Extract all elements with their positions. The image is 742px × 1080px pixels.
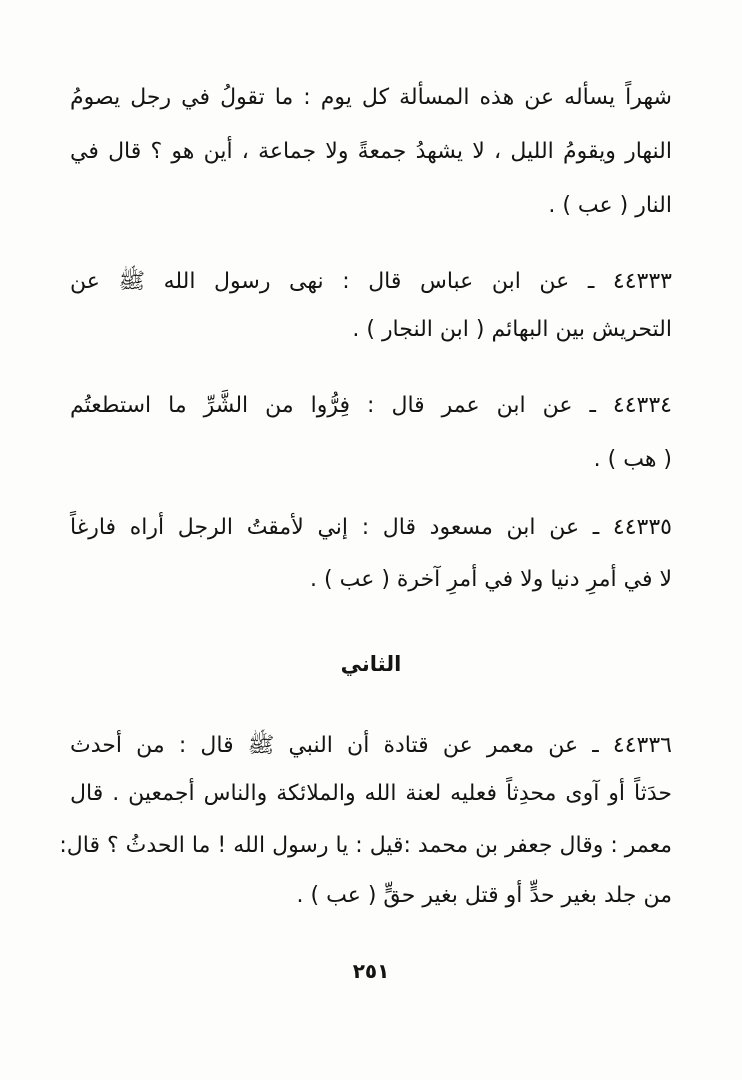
text-line: النهار ويقومُ الليل ، لا يشهدُ جمعةً ولا جماعة ، أين هو ؟ قال في	[70, 139, 672, 164]
text-line: التحريش بين البهائم ( ابن النجار ) .	[352, 317, 672, 342]
text-line: النار ( عب ) .	[548, 193, 672, 218]
text-line: من جلد بغير حدٍّ أو قتل بغير حقٍّ ( عب ) .	[296, 883, 672, 908]
text-line: لا في أمرِ دنيا ولا في أمرِ آخرة ( عب ) .	[310, 567, 672, 592]
hadith-first-line: ٤٤٣٣٥ ـ عن ابن مسعود قال : إني لأمقتُ الرجل أراه فارغاً	[70, 515, 672, 540]
text-line: شهراً يسأله عن هذه المسألة كل يوم : ما تقولُ في رجل يصومُ	[70, 85, 672, 110]
text-line: معمر : وقال جعفر بن محمد :قيل : يا رسول الله ! ما الحدثُ ؟ قال:	[59, 833, 672, 858]
text-line: ( هب ) .	[593, 447, 672, 472]
hadith-first-line: ٤٤٣٣٦ ـ عن معمر عن قتادة أن النبي ﷺ قال : من أحدث	[70, 733, 672, 758]
hadith-first-line: ٤٤٣٣٣ ـ عن ابن عباس قال : نهى رسول الله ﷺ عن	[70, 269, 672, 294]
text-line: حدَثاً أو آوى محدِثاً فعليه لعنة الله والملائكة والناس أجمعين . قال	[70, 781, 672, 806]
page-number: ٢٥١	[352, 959, 390, 983]
section-heading: الثاني	[340, 652, 402, 676]
hadith-first-line: ٤٤٣٣٤ ـ عن ابن عمر قال : فِرُّوا من الشَّرِّ ما استطعتُم	[70, 393, 672, 418]
